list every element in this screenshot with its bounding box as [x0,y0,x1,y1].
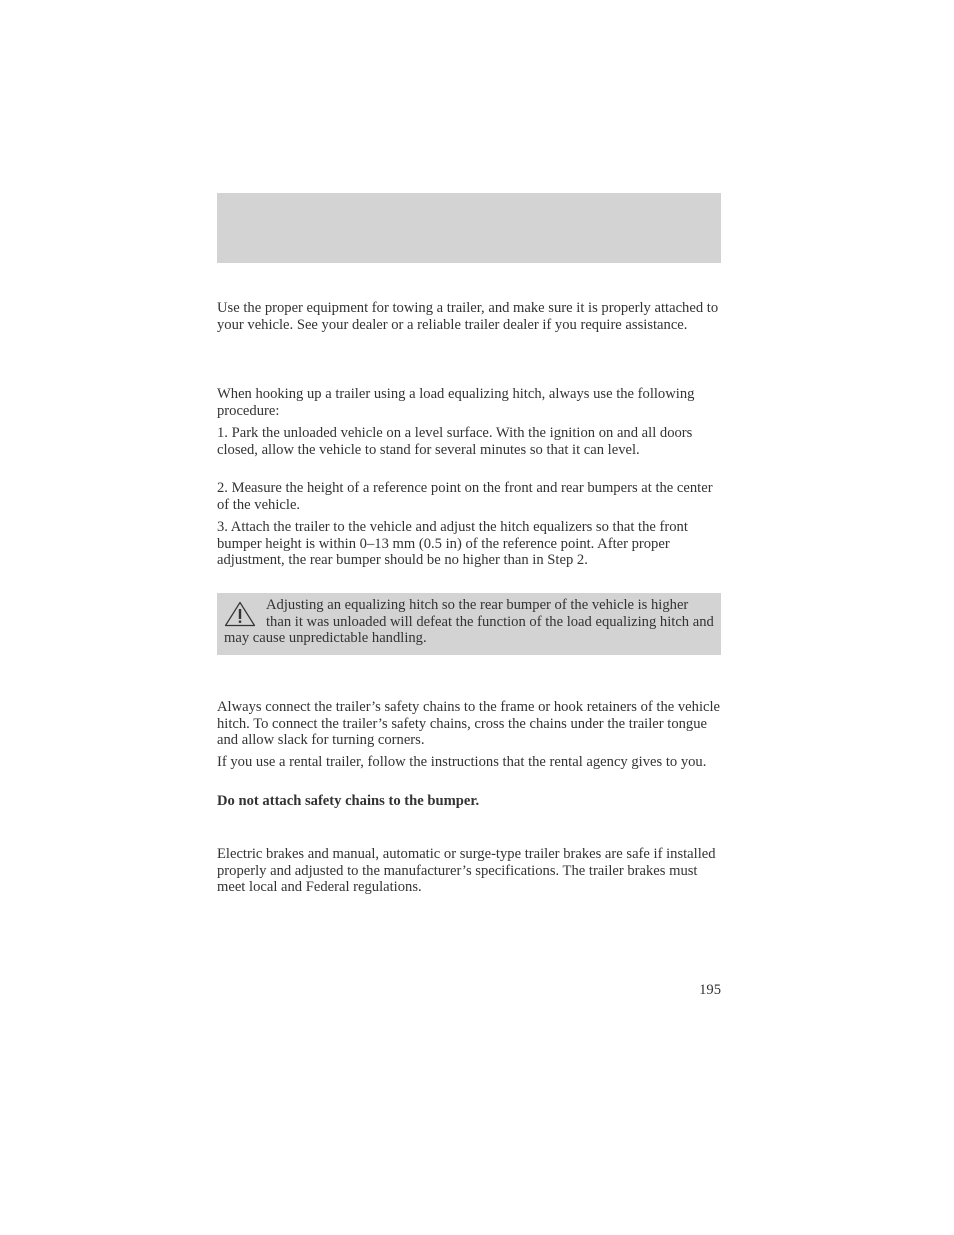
intro-paragraph: Use the proper equipment for towing a trailer, and make sure it is properly attached to your vehicle. See your dealer or a reliable trailer dealer if you require assistance. [217,300,719,333]
section-header-band [217,193,721,263]
step-1: 1. Park the unloaded vehicle on a level surface. With the ignition on and all doors closed, allow the vehicle to stand for several minutes so that it can level. [217,425,693,458]
rental-trailer-paragraph: If you use a rental trailer, follow the instructions that the rental agency gives to you. [217,754,707,770]
warning-box [217,593,721,655]
warning-text: Adjusting an equalizing hitch so the rear bumper of the vehicle is higher than it was unloaded will defeat the function of the load equalizing hitch and may cause unpredictable handling. [224,597,714,646]
hitch-intro-paragraph: When hooking up a trailer using a load equalizing hitch, always use the following procedure: [217,386,695,419]
trailer-brakes-paragraph: Electric brakes and manual, automatic or surge-type trailer brakes are safe if installed properly and adjusted to the manufacturer’s specifications. The trailer brakes must meet local and Federal regulations. [217,846,716,895]
safety-chains-paragraph: Always connect the trailer’s safety chains to the frame or hook retainers of the vehicle hitch. To connect the trailer’s safety chains, cross the chains under the trailer tongue and allow slack for turning corners. [217,699,721,748]
step-2: 2. Measure the height of a reference point on the front and rear bumpers at the center of the vehicle. [217,480,713,513]
step-3: 3. Attach the trailer to the vehicle and adjust the hitch equalizers so that the front bumper height is within 0–13 mm (0.5 in) of the reference point. After proper adjustment, the rear bumper should be no higher than in Step 2. [217,519,688,568]
page-number: 195 [699,982,721,998]
bumper-warning-paragraph: Do not attach safety chains to the bumper. [217,793,480,809]
